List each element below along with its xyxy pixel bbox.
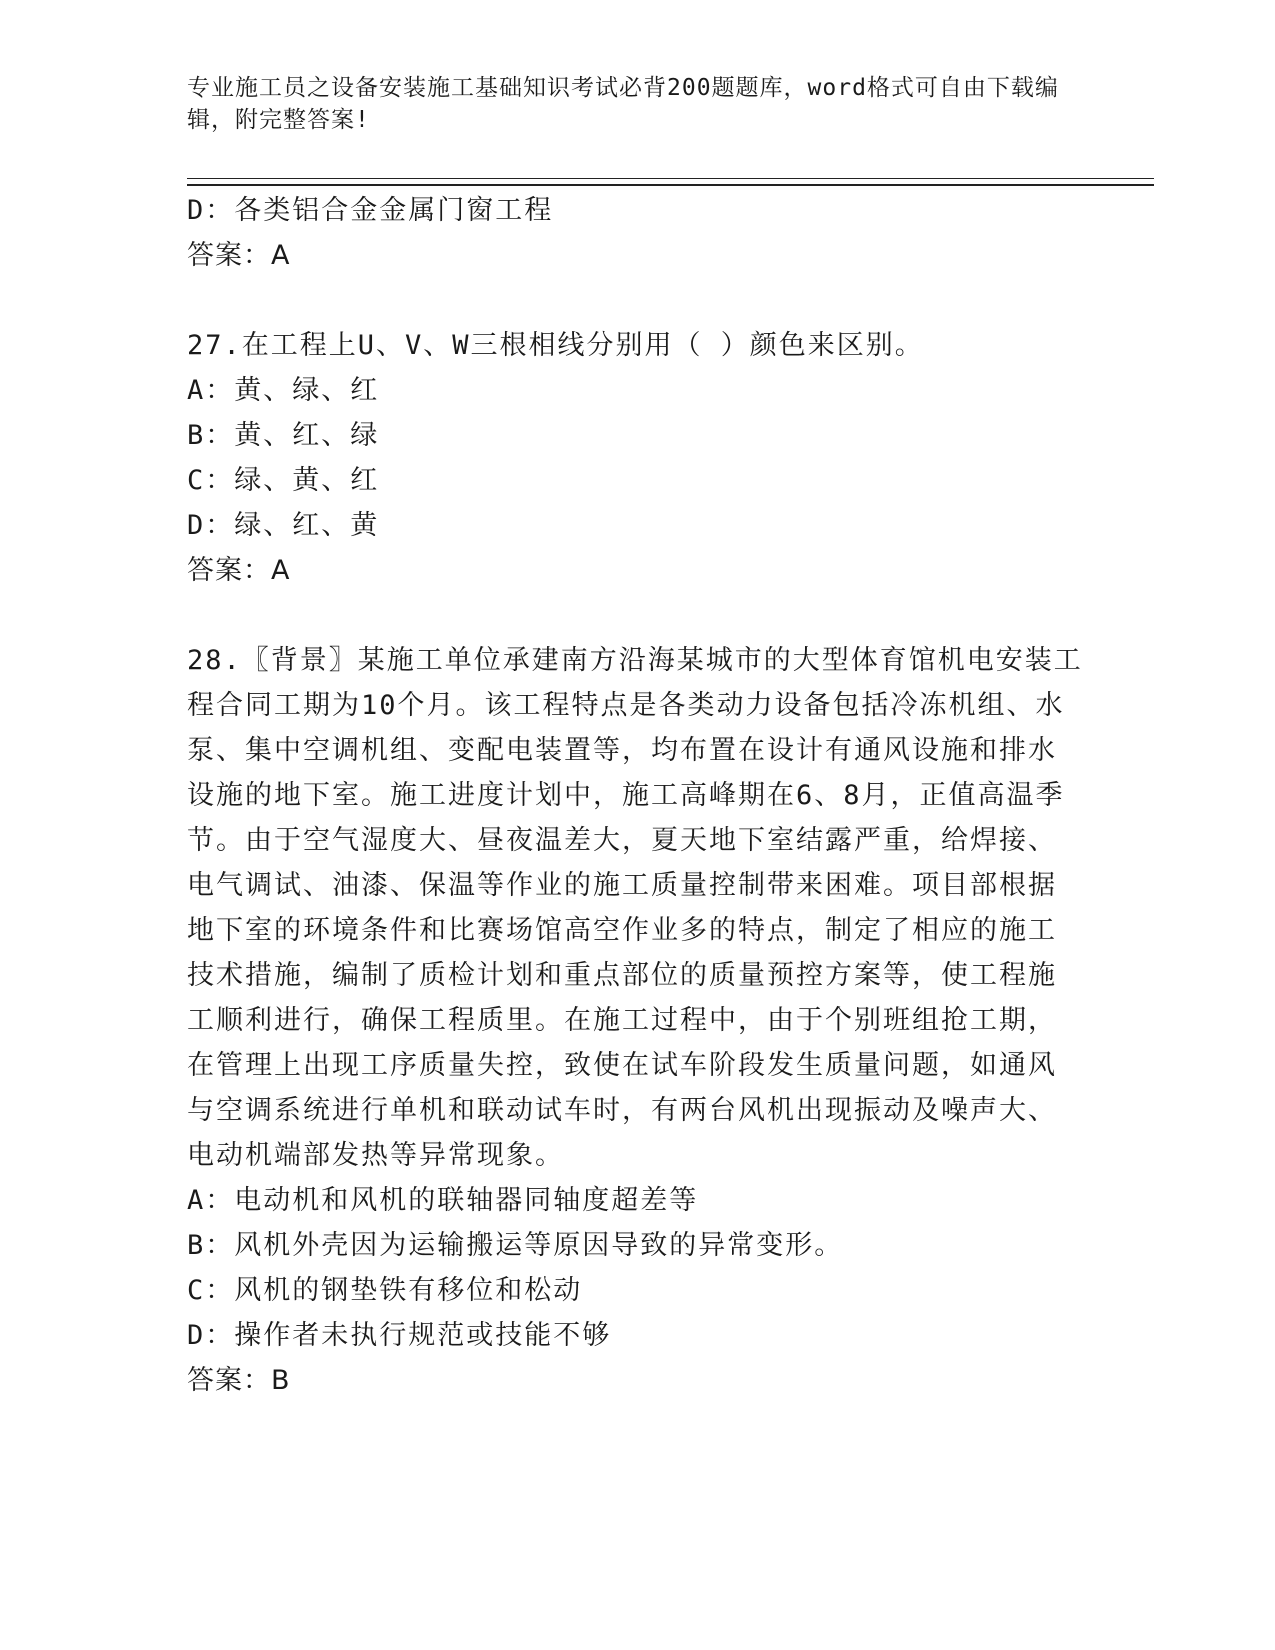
document-body: [187, 188, 1087, 1403]
stem-line: 设施的地下室。施工进度计划中，施工高峰期在6、8月，正值高温季: [187, 780, 1065, 811]
question-stem: [187, 638, 1087, 1178]
header-divider: [187, 178, 1154, 186]
stem-line: 程合同工期为10个月。该工程特点是各类动力设备包括冷冻机组、水: [187, 690, 1065, 721]
stem-line: 节。由于空气湿度大、昼夜温差大，夏天地下室结露严重，给焊接、: [187, 825, 1057, 856]
stem-line: 与空调系统进行单机和联动试车时，有两台风机出现振动及噪声大、: [187, 1095, 1057, 1126]
question-27: [187, 323, 1087, 593]
option-d: D：操作者未执行规范或技能不够: [187, 1320, 612, 1351]
answer: 答案：A: [187, 555, 291, 586]
prev-option-d: D：各类铝合金金属门窗工程: [187, 195, 554, 226]
stem-line: 技术措施，编制了质检计划和重点部位的质量预控方案等，使工程施: [187, 960, 1057, 991]
spacer: [187, 278, 1087, 323]
document-header: [187, 72, 1087, 136]
stem-line: 电气调试、油漆、保温等作业的施工质量控制带来困难。项目部根据: [187, 870, 1057, 901]
option-a: A：电动机和风机的联轴器同轴度超差等: [187, 1185, 699, 1216]
stem-line: 工顺利进行，确保工程质里。在施工过程中，由于个别班组抢工期，: [187, 1005, 1057, 1036]
stem-line: 在管理上出现工序质量失控，致使在试车阶段发生质量问题，如通风: [187, 1050, 1057, 1081]
stem-line: 地下室的环境条件和比赛场馆高空作业多的特点，制定了相应的施工: [187, 915, 1057, 946]
spacer: [187, 593, 1087, 638]
header-title: 专业施工员之设备安装施工基础知识考试必背200题题库，word格式可自由下载编辑，附完整答案!: [187, 75, 1059, 133]
answer: 答案：B: [187, 1365, 291, 1396]
stem-line: 28.〖背景〗某施工单位承建南方沿海某城市的大型体育馆机电安装工: [187, 645, 1083, 676]
option-d: D：绿、红、黄: [187, 510, 380, 541]
option-c: C：绿、黄、红: [187, 465, 380, 496]
option-c: C：风机的钢垫铁有移位和松动: [187, 1275, 583, 1306]
question-28: [187, 638, 1087, 1403]
option-b: B：黄、红、绿: [187, 420, 380, 451]
option-a: A：黄、绿、红: [187, 375, 380, 406]
stem-line: 泵、集中空调机组、变配电装置等，均布置在设计有通风设施和排水: [187, 735, 1057, 766]
question-stem: 27.在工程上U、V、W三根相线分别用（ ）颜色来区别。: [187, 330, 924, 361]
option-b: B：风机外壳因为运输搬运等原因导致的异常变形。: [187, 1230, 844, 1261]
prev-answer: 答案：A: [187, 240, 291, 271]
stem-line: 电动机端部发热等异常现象。: [187, 1140, 564, 1171]
